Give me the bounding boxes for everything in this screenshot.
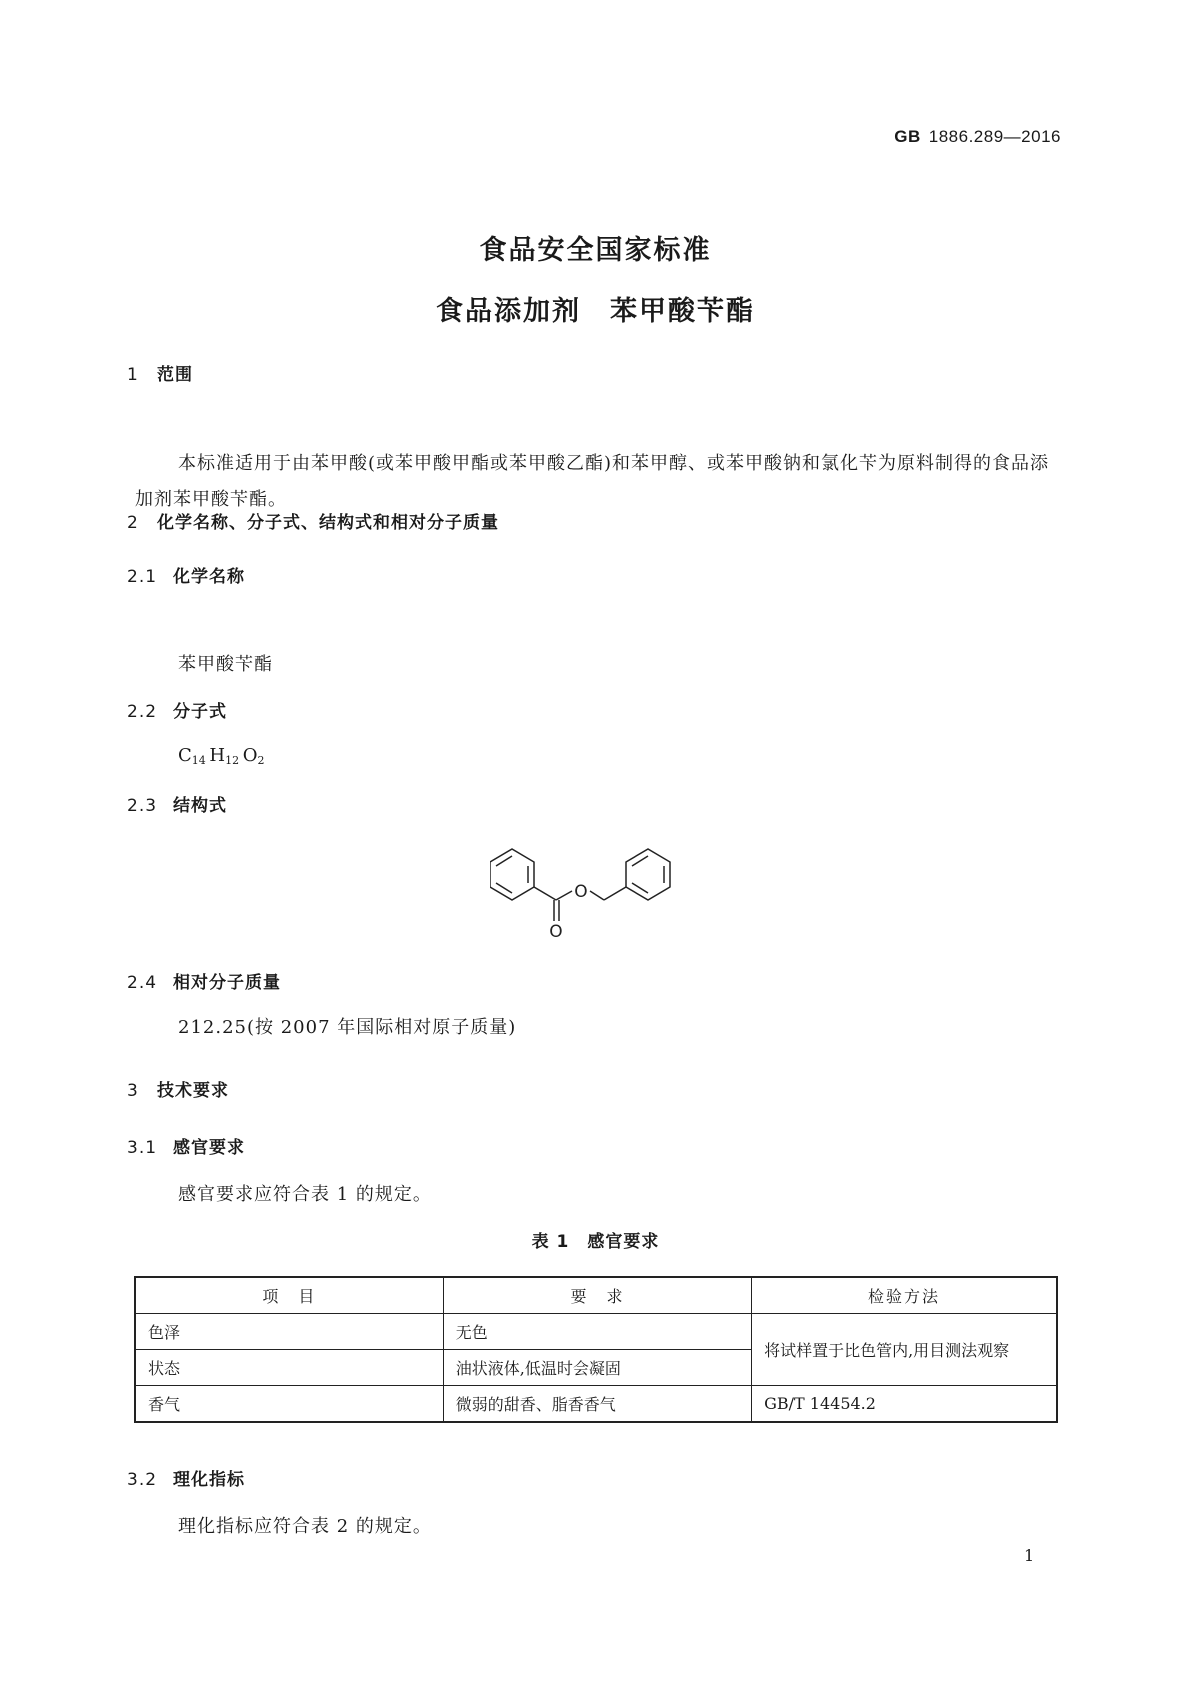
section-title: 化学名称 xyxy=(173,567,245,587)
section-title: 分子式 xyxy=(173,702,227,722)
table-header-row xyxy=(135,1277,1057,1314)
document-title: 食品安全国家标准 xyxy=(479,235,712,266)
section-title: 范围 xyxy=(157,365,193,385)
section-number: 3 xyxy=(127,1081,139,1101)
ester-bond-right xyxy=(590,891,604,900)
standard-number: 1886.289—2016 xyxy=(928,127,1061,146)
section-1-heading xyxy=(127,360,193,385)
section-number: 2 xyxy=(127,513,139,533)
section-2-2-heading xyxy=(127,697,227,722)
cell-item: 状态 xyxy=(135,1350,443,1386)
column-header-item: 项 目 xyxy=(135,1277,443,1314)
scope-paragraph: 本标准适用于由苯甲酸(或苯甲酸甲酯或苯甲酸乙酯)和苯甲醇、或苯甲酸钠和氯化苄为原料制得的食品添加剂苯甲酸苄酯。 xyxy=(135,453,1050,510)
cell-requirement: 微弱的甜香、脂香香气 xyxy=(443,1386,751,1423)
ester-oxygen-label: O xyxy=(574,882,588,902)
molecular-mass: 212.25(按 2007 年国际相对原子质量) xyxy=(178,1017,517,1038)
section-title: 理化指标 xyxy=(173,1470,245,1490)
section-title: 相对分子质量 xyxy=(173,973,281,993)
formula-o-sub: 2 xyxy=(257,754,265,767)
cell-method-merged: 将试样置于比色管内,用目测法观察 xyxy=(752,1314,1057,1386)
standard-prefix: GB xyxy=(894,127,921,146)
cell-requirement: 油状液体,低温时会凝固 xyxy=(443,1350,751,1386)
section-title: 技术要求 xyxy=(157,1081,229,1101)
document-subtitle: 食品添加剂 苯甲酸苄酯 xyxy=(436,296,755,327)
section-2-3-heading xyxy=(127,791,227,816)
section-number: 2.3 xyxy=(127,796,158,816)
formula-h: H xyxy=(209,745,226,766)
molecular-formula xyxy=(178,745,264,767)
section-number: 3.2 xyxy=(127,1470,158,1490)
chemical-name: 苯甲酸苄酯 xyxy=(178,654,273,675)
standard-code xyxy=(894,127,1061,147)
formula-o: O xyxy=(242,745,258,766)
section-title: 结构式 xyxy=(173,796,227,816)
ring-carbonyl-bond xyxy=(534,887,556,900)
cell-item: 色泽 xyxy=(135,1314,443,1350)
section-number: 3.1 xyxy=(127,1138,158,1158)
table-row xyxy=(135,1314,1057,1350)
section-number: 1 xyxy=(127,365,139,385)
column-header-method: 检验方法 xyxy=(752,1277,1057,1314)
section-number: 2.1 xyxy=(127,567,158,587)
column-header-requirement: 要 求 xyxy=(443,1277,751,1314)
formula-c-sub: 14 xyxy=(191,754,206,767)
table-row xyxy=(135,1386,1057,1423)
ester-bond-left xyxy=(556,891,572,900)
section-3-heading xyxy=(127,1076,229,1101)
section-2-4-heading xyxy=(127,968,281,993)
sensory-requirements-table xyxy=(134,1276,1058,1423)
physicochemical-requirement-text: 理化指标应符合表 2 的规定。 xyxy=(178,1516,432,1537)
section-2-heading xyxy=(127,508,499,533)
carbonyl-oxygen-label: O xyxy=(549,922,563,940)
formula-c: C xyxy=(178,745,192,766)
page-number: 1 xyxy=(1024,1546,1035,1565)
section-number: 2.4 xyxy=(127,973,158,993)
cell-requirement: 无色 xyxy=(443,1314,751,1350)
section-3-1-heading xyxy=(127,1133,245,1158)
section-3-2-heading xyxy=(127,1465,245,1490)
section-title: 感官要求 xyxy=(173,1138,245,1158)
section-title: 化学名称、分子式、结构式和相对分子质量 xyxy=(157,513,499,533)
cell-item: 香气 xyxy=(135,1386,443,1423)
cell-method: GB/T 14454.2 xyxy=(752,1386,1057,1423)
structural-formula xyxy=(490,840,710,940)
sensory-requirement-text: 感官要求应符合表 1 的规定。 xyxy=(178,1184,432,1205)
formula-h-sub: 12 xyxy=(225,754,240,767)
section-number: 2.2 xyxy=(127,702,158,722)
section-2-1-heading xyxy=(127,562,245,587)
table-1-caption: 表 1 感官要求 xyxy=(531,1232,660,1252)
methylene-bond xyxy=(604,887,626,900)
